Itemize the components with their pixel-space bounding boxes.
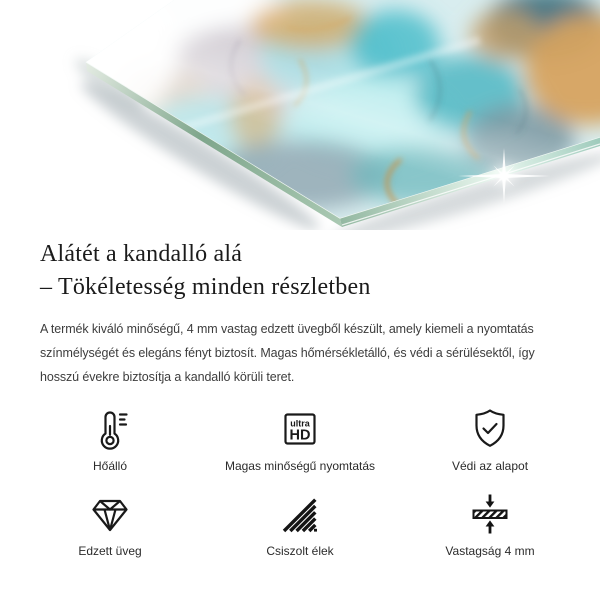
description-line: hosszú évekre biztosítja a kandalló körüli teret.	[40, 370, 295, 384]
page-title-line2: – Tökéletesség minden részletben	[40, 274, 371, 300]
feature-thickness	[395, 490, 585, 559]
ultra-hd-badge-top: ultra	[290, 418, 310, 429]
feature-polished-edges	[205, 490, 395, 559]
feature-grid	[15, 405, 585, 559]
feature-tempered-glass	[15, 490, 205, 559]
ultra-hd-badge-bottom: HD	[289, 427, 311, 444]
thermometer-icon	[86, 405, 134, 453]
product-image	[0, 0, 600, 230]
product-info-section	[0, 238, 600, 559]
glass-panel-illustration	[0, 0, 600, 230]
ultra-hd-icon	[276, 405, 324, 453]
feature-label: Hőálló	[92, 459, 128, 473]
product-description	[40, 317, 560, 389]
feature-label: Edzett üveg	[78, 544, 142, 558]
page-title	[40, 238, 560, 304]
feature-label: Csiszolt élek	[266, 544, 334, 558]
feature-print-quality	[205, 405, 395, 474]
feature-heat-resistant	[15, 405, 205, 474]
feature-label: Vastagság 4 mm	[445, 544, 535, 558]
polished-edges-icon	[276, 490, 324, 538]
shield-check-icon	[466, 405, 514, 453]
description-line: színmélységét és elegáns fényt biztosít. Magas hőmérsékletálló, és védi a sérülésektől, így	[40, 346, 535, 360]
thickness-icon	[466, 490, 514, 538]
description-line: A termék kiváló minőségű, 4 mm vastag edzett üvegből készült, amely kiemeli a nyomtatás	[40, 322, 534, 336]
feature-label: Magas minőségű nyomtatás	[224, 459, 376, 473]
diamond-icon	[86, 490, 134, 538]
feature-label: Védi az alapot	[451, 459, 529, 473]
feature-protects-base	[395, 405, 585, 474]
page-title-line1: Alátét a kandalló alá	[40, 241, 243, 267]
